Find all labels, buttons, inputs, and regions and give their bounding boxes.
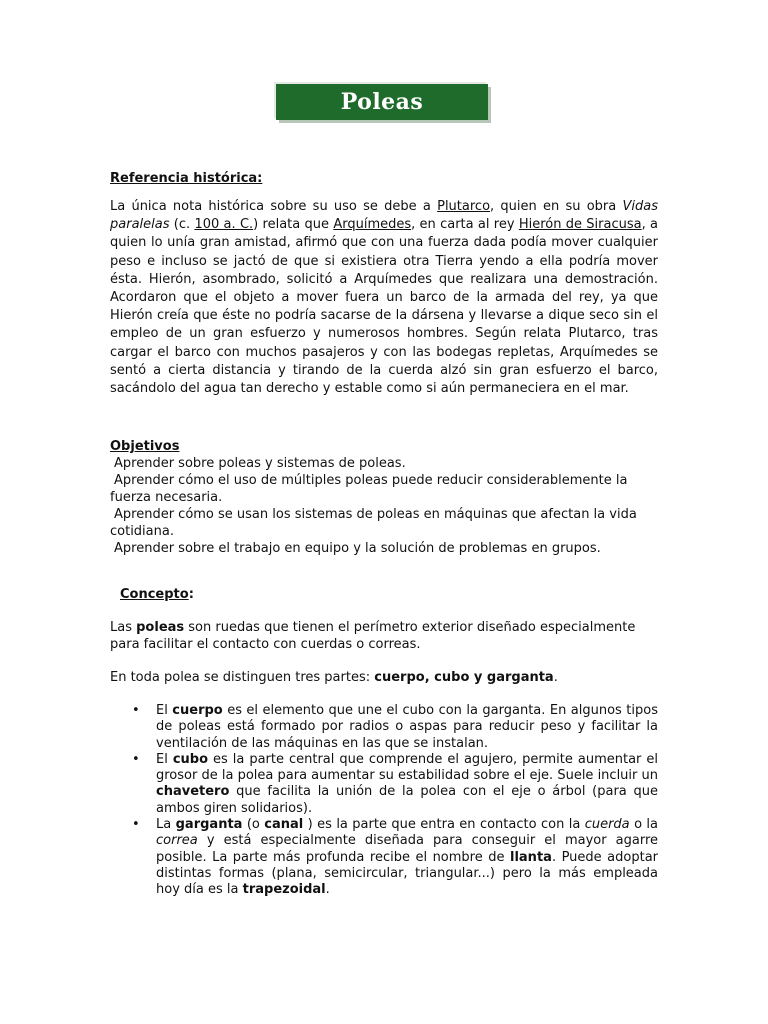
bold-run: garganta — [175, 817, 243, 833]
text-run: es el elemento que une el cubo con la garganta. En algunos tipos de poleas está formado por radios o aspas para reducir peso y facilitar la ventilación de las máquinas en las que se instalan. — [156, 703, 658, 751]
text-run: ) es la parte que entra en contacto con la — [303, 817, 585, 833]
bold-run: , — [424, 670, 435, 685]
bold-run: poleas — [136, 620, 185, 635]
link-arquimedes[interactable]: Arquímedes — [333, 217, 412, 233]
bold-run: llanta — [510, 849, 552, 865]
text-run: o la — [629, 817, 659, 833]
concepto-paragraph-2 — [110, 669, 658, 687]
text-run: La única nota histórica sobre su uso se debe a — [110, 199, 438, 214]
heading-text: Concepto — [120, 587, 189, 602]
text-run: . — [553, 670, 558, 685]
bold-run: cubo — [172, 751, 209, 767]
text-run: , quien en su obra — [490, 199, 623, 214]
bullet-icon: • — [132, 817, 140, 833]
text-run: (o — [242, 817, 265, 833]
text-run: El — [156, 751, 173, 767]
bold-run: chavetero — [156, 784, 230, 800]
bullet-icon: • — [132, 703, 140, 718]
item-text: Aprender cómo se usan los sistemas de poleas en máquinas que afectan la vida cotidiana. — [110, 507, 637, 539]
text-run: (c. — [169, 217, 195, 233]
text-run: ) relata que — [253, 217, 334, 233]
italic-run: Vidas paralelas — [110, 199, 658, 233]
text-run: Las — [110, 620, 137, 635]
text-run: y está especialmente diseñada para conseguir el mayor agarre posible. La parte más profunda recibe el nombre de — [156, 833, 658, 865]
italic-run: cuerda — [584, 817, 630, 833]
link-plutarco[interactable]: Plutarco — [437, 199, 491, 214]
page-title: Poleas — [340, 89, 424, 115]
item-text: Aprender sobre poleas y sistemas de poleas. — [114, 456, 406, 471]
list-item — [110, 455, 658, 472]
concepto-paragraph-1 — [110, 620, 658, 653]
bold-run: canal — [264, 817, 304, 833]
list-item-cuerpo — [110, 703, 658, 752]
historia-paragraph — [110, 198, 658, 398]
partes-list — [110, 703, 658, 899]
bold-run: trapezoidal — [242, 882, 326, 898]
title-banner — [276, 84, 488, 120]
text-run: que facilita la unión de la polea con el eje o árbol (para que ambos giren solidarios). — [156, 784, 658, 816]
text-run: , en carta al rey — [411, 217, 519, 233]
bold-run: cubo y garganta — [434, 670, 554, 685]
link-hieron[interactable]: Hierón de Siracusa — [518, 217, 642, 233]
item-text: Aprender cómo el uso de múltiples poleas puede reducir considerablemente la fuerza necesaria. — [110, 473, 628, 505]
link-100ac[interactable]: 100 a. C. — [194, 217, 254, 233]
bold-run: cuerpo — [374, 670, 425, 685]
text-run: La — [156, 817, 176, 833]
concepto-heading — [120, 586, 668, 604]
list-item — [110, 472, 658, 506]
objetivos-list — [110, 455, 658, 557]
objetivos-heading: Objetivos — [110, 439, 180, 454]
text-run: . — [325, 882, 330, 898]
text-run: En toda polea se distinguen tres partes: — [110, 670, 375, 685]
item-text: Aprender sobre el trabajo en equipo y la solución de problemas en grupos. — [114, 541, 601, 556]
bold-run: cuerpo — [172, 703, 223, 718]
text-run: . Puede adoptar distintas formas (plana, semicircular, triangular...) pero la más empleada hoy día es la — [156, 849, 659, 898]
list-item-cubo — [110, 752, 658, 817]
text-run: son ruedas que tienen el perímetro exterior diseñado especialmente para facilitar el contacto con cuerdas o correas. — [110, 620, 636, 652]
italic-run: correa — [156, 833, 198, 849]
heading-colon: : — [188, 587, 194, 602]
list-item-garganta — [110, 817, 658, 898]
bullet-icon: • — [132, 751, 140, 767]
historia-heading: Referencia histórica: — [110, 171, 263, 186]
list-item — [110, 540, 658, 557]
text-run: , a quien lo unía gran amistad, afirmó que con una fuerza dada podía mover cualquier peso e incluso se jactó de que si existiera otra Tierra yendo a ella podría mover ésta. Hierón, asombrado, solicitó a Arquímedes que realizara una demostración. Acordaron que el objeto a mover fuera un barco de la armada del rey, ya que Hierón creía que éste no podría sacarse de la dársena y llevarse a dique seco sin el empleo de un gran esfuerzo y numerosos hombres. Según relata Plutarco, tras cargar el barco con muchos pasajeros y con las bodegas repletas, Arquímedes se sentó a cierta distancia y tirando de la cuerda alzó sin gran esfuerzo el barco, sacándolo del agua tan derecho y estable como si aún permaneciera en el mar. — [110, 217, 659, 397]
list-item — [110, 506, 658, 540]
text-run: es la parte central que comprende el agujero, permite aumentar el grosor de la polea para aumentar su estabilidad sobre el eje. Suele incluir un — [156, 751, 658, 784]
text-run: El — [156, 703, 173, 718]
